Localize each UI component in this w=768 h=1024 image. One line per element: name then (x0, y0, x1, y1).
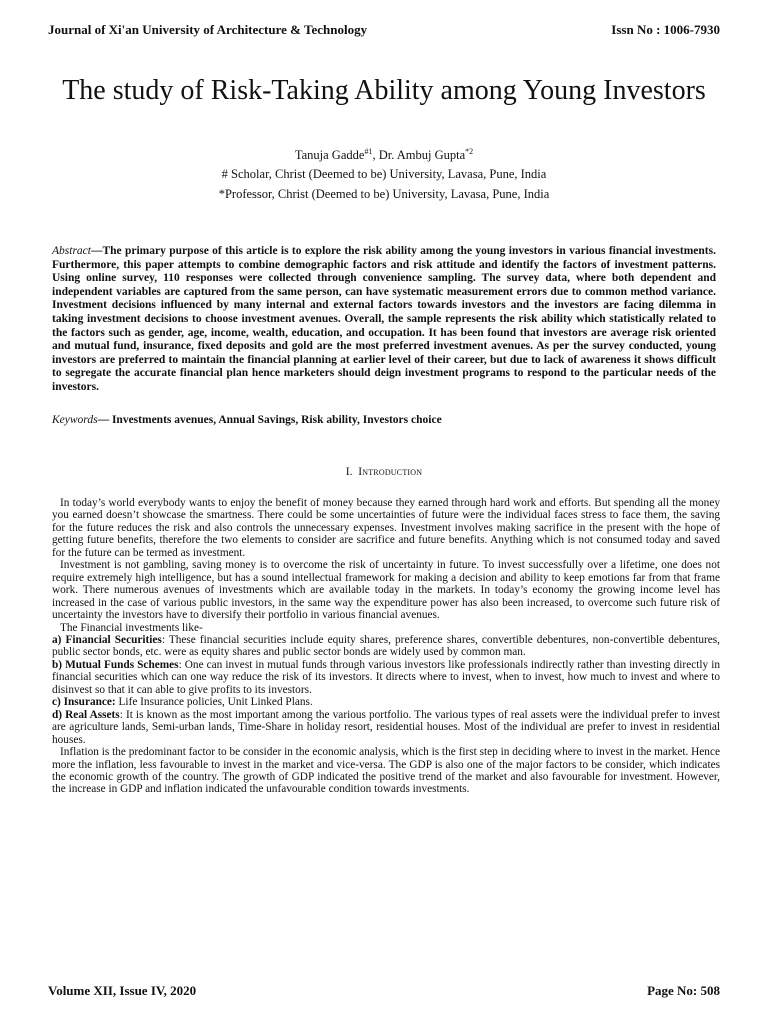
list-item-label: b) Mutual Funds Schemes (52, 658, 179, 671)
author-name: Dr. Ambuj Gupta (378, 148, 466, 163)
keywords-label: Keywords (52, 414, 98, 426)
section-number: I. (345, 466, 353, 478)
volume-info: Volume XII, Issue IV, 2020 (48, 983, 197, 998)
keywords (52, 414, 716, 426)
running-header (48, 22, 720, 38)
paragraph: The Financial investments like- (60, 621, 203, 634)
author-separator: , (372, 148, 379, 163)
list-item-label: a) Financial Securities (52, 633, 162, 646)
paragraph: In today’s world everybody wants to enjoy the benefit of money because they earned through hard work and efforts. But spending all the money you earned doesn’t showcase the smartness. There could be some uncertainties of future were the individual faces stress to face them, the saving for the future reduces the risk and also controls the unnecessary expenses. Investment involves making sacrifice in the present with the hope of getting future benefits, therefore the two elements to consider are sacrifice and future benefits. Anything which is not consumed today and saved for the future can be termed as investment. (52, 497, 720, 559)
list-item (52, 659, 720, 696)
list-item-text: : It is known as the most important among the various portfolio. The various types of real assets were the individual prefer to invest are agriculture lands, Semi-urban lands, Time-Share in holiday resort, residential houses. Most of the individual are prefer to invest in residential houses. (52, 708, 720, 746)
list-item-label: c) Insurance: (52, 696, 116, 709)
author-name: Tanuja Gadde (294, 148, 365, 163)
issn-number: Issn No : 1006-7930 (611, 22, 720, 37)
abstract-label: Abstract (52, 245, 91, 257)
list-item-text: : These financial securities include equity shares, preference shares, convertible debentures, non-convertible debentures, public sector bonds, etc. were as equity shares and public sector bonds are widely used by common man. (52, 633, 720, 659)
paragraph: Inflation is the predominant factor to be consider in the economic analysis, which is the first step in deciding where to invest in the market. Hence more the inflation, less favourable to invest in the market and vice-versa. The GDP is also one of the major factors to be consider, which indicates the economic growth of the country. The growth of GDP indicated the positive trend of the market and also favourable for investment. However, the increase in GDP and inflation indicated the unfavourable condition towards investments. (52, 746, 720, 796)
author-marker: *2 (465, 147, 474, 156)
author-marker: #1 (364, 147, 373, 156)
journal-name: Journal of Xi'an University of Architecture & Technology (48, 22, 368, 37)
list-item-text: : One can invest in mutual funds through various investors like professionals indirectly rather than investing directly in financial securities which can one way reduce the risk of its investors. It directs where to invest, when to invest, how much to invest and where to disinvest so that it can able to give profits to its investors. (52, 658, 720, 696)
list-item-label: d) Real Assets (52, 708, 120, 721)
section-heading (0, 466, 768, 478)
affiliation: # Scholar, Christ (Deemed to be) University, Lavasa, Pune, India (221, 167, 547, 181)
list-item (52, 634, 720, 659)
list-item (52, 696, 720, 708)
running-footer (48, 983, 720, 999)
list-item-text: Life Insurance policies, Unit Linked Plans. (115, 696, 313, 709)
page-number: Page No: 508 (647, 983, 720, 998)
abstract-text: —The primary purpose of this article is to explore the risk ability among the young investors in various financial investments. Furthermore, this paper attempts to combine demographic factors and risk attitude and identify the factors of investment patterns. Using online survey, 110 responses were collected through convenience sampling. The survey data, where both dependent and independent variables are captured from the same person, can have systematic measurement errors due to common method variance. Investment decisions influenced by many internal and external factors towards investors and the investors are facing dilemma in taking investment decisions to choose investment avenues. Overall, the sample represents the risk ability which statistically related to the factors such as gender, age, income, wealth, education, and occupation. It has been found that investors are average risk oriented and mutual fund, insurance, fixed deposits and gold are the most preferred investment avenues. As per the survey conducted, young investors are preferred to maintain the financial planning at earlier level of their career, but due to lack of awareness it shows difficult to segregate the accurate financial plan hence marketers should deign investment programs to respond to the particular needs of the investors. (52, 245, 716, 393)
body-text (52, 497, 720, 796)
paper-title: The study of Risk-Taking Ability among Young Investors (62, 75, 706, 106)
author-line (0, 147, 768, 163)
affiliation: *Professor, Christ (Deemed to be) University, Lavasa, Pune, India (218, 187, 550, 201)
list-item (52, 709, 720, 746)
abstract (52, 245, 716, 395)
paragraph: Investment is not gambling, saving money is to overcome the risk of uncertainty in future. To invest successfully over a lifetime, one does not require extremely high intelligence, but has a sound intellectual framework for making a decision and ability to keep emotions far from that frame work. There numerous avenues of investments which are available today in the markets. In today’s economy the growing income level has increased in the case of various public investors, in the same way the expenditure power has also been increased, to overcome such future risk of uncertainty the investors have to diversify their portfolio in various financial avenues. (52, 559, 720, 622)
section-title: Introduction (358, 466, 423, 478)
keywords-text: — Investments avenues, Annual Savings, Risk ability, Investors choice (97, 414, 442, 426)
